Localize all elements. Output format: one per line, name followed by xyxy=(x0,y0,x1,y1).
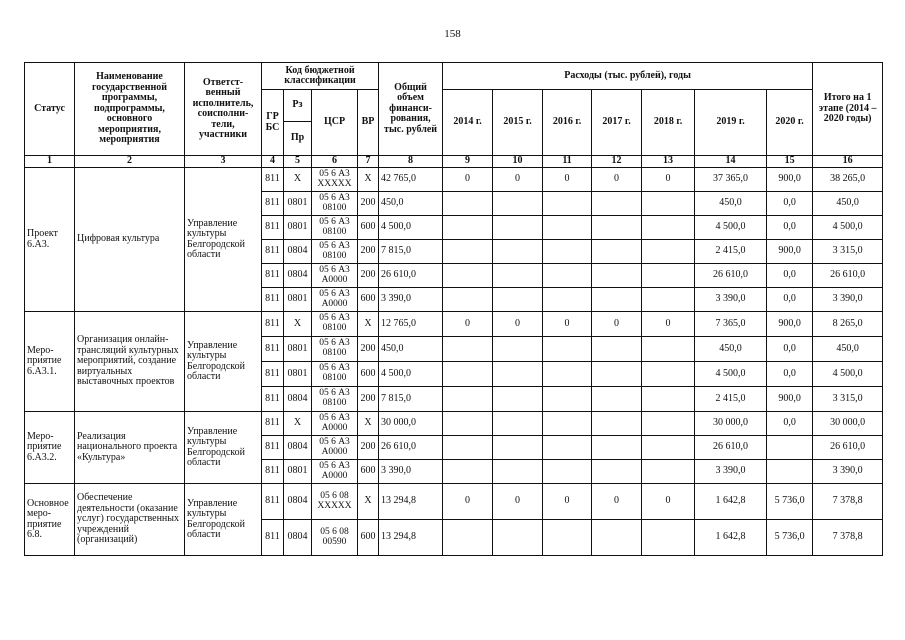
column-number: 7 xyxy=(358,156,379,168)
table-row xyxy=(25,312,883,337)
year-2017-cell xyxy=(592,192,642,216)
grbs-cell: 811 xyxy=(262,240,284,264)
year-2014-cell xyxy=(443,460,493,484)
executor-cell: Управление культуры Белгородской области xyxy=(185,312,262,412)
year-2018-cell xyxy=(642,216,695,240)
vr-cell: 600 xyxy=(358,362,379,387)
program-name-cell: Обеспечение деятельности (оказание услуг) государственных учреждений (организаций) xyxy=(75,484,185,556)
column-number: 15 xyxy=(767,156,813,168)
vr-cell: X xyxy=(358,412,379,436)
program-name-cell: Реализация национального проекта «Культура» xyxy=(75,412,185,484)
grbs-cell: 811 xyxy=(262,264,284,288)
column-number: 3 xyxy=(185,156,262,168)
header-budget-code: Код бюджетной классификации xyxy=(262,63,379,90)
executor-cell: Управление культуры Белгородской области xyxy=(185,412,262,484)
header-pr: Пр xyxy=(284,122,312,156)
year-2018-cell xyxy=(642,362,695,387)
year-2018-cell: 0 xyxy=(642,168,695,192)
year-2020-cell: 0,0 xyxy=(767,362,813,387)
year-2020-cell xyxy=(767,460,813,484)
year-2020-cell xyxy=(767,436,813,460)
table-body xyxy=(25,168,883,556)
itogo-cell: 3 390,0 xyxy=(813,460,883,484)
vr-cell: X xyxy=(358,312,379,337)
table-header xyxy=(25,63,883,168)
csr-cell: 05 6 А3 08100 xyxy=(312,192,358,216)
vr-cell: X xyxy=(358,168,379,192)
csr-cell: 05 6 А3 08100 xyxy=(312,240,358,264)
column-number: 9 xyxy=(443,156,493,168)
total-cell: 26 610,0 xyxy=(379,264,443,288)
header-year-2020: 2020 г. xyxy=(767,90,813,156)
year-2019-cell: 2 415,0 xyxy=(695,240,767,264)
year-2014-cell xyxy=(443,362,493,387)
grbs-cell: 811 xyxy=(262,436,284,460)
grbs-cell: 811 xyxy=(262,387,284,412)
header-year-2014: 2014 г. xyxy=(443,90,493,156)
column-number-row xyxy=(25,156,883,168)
year-2019-cell: 450,0 xyxy=(695,192,767,216)
grbs-cell: 811 xyxy=(262,312,284,337)
year-2019-cell: 2 415,0 xyxy=(695,387,767,412)
column-number: 14 xyxy=(695,156,767,168)
header-year-2018: 2018 г. xyxy=(642,90,695,156)
rz-pr-cell: 0801 xyxy=(284,362,312,387)
header-rz: Рз xyxy=(284,90,312,122)
year-2017-cell xyxy=(592,216,642,240)
year-2018-cell: 0 xyxy=(642,312,695,337)
csr-cell: 05 6 08 XXXXX xyxy=(312,484,358,520)
year-2020-cell: 0,0 xyxy=(767,288,813,312)
year-2019-cell: 7 365,0 xyxy=(695,312,767,337)
column-number: 11 xyxy=(543,156,592,168)
year-2018-cell xyxy=(642,288,695,312)
year-2017-cell xyxy=(592,412,642,436)
table-row xyxy=(25,412,883,436)
total-cell: 450,0 xyxy=(379,337,443,362)
year-2015-cell xyxy=(493,362,543,387)
year-2018-cell: 0 xyxy=(642,484,695,520)
status-cell: Проект 6.А3. xyxy=(25,168,75,312)
rz-pr-cell: 0804 xyxy=(284,436,312,460)
executor-cell: Управление культуры Белгородской области xyxy=(185,484,262,556)
grbs-cell: 811 xyxy=(262,520,284,556)
vr-cell: 200 xyxy=(358,387,379,412)
grbs-cell: 811 xyxy=(262,460,284,484)
year-2020-cell: 5 736,0 xyxy=(767,520,813,556)
rz-pr-cell: 0801 xyxy=(284,288,312,312)
grbs-cell: 811 xyxy=(262,484,284,520)
year-2015-cell: 0 xyxy=(493,168,543,192)
vr-cell: 200 xyxy=(358,337,379,362)
year-2018-cell xyxy=(642,412,695,436)
year-2017-cell xyxy=(592,460,642,484)
vr-cell: 200 xyxy=(358,192,379,216)
vr-cell: 600 xyxy=(358,520,379,556)
year-2020-cell: 0,0 xyxy=(767,192,813,216)
year-2014-cell xyxy=(443,240,493,264)
rz-pr-cell: 0804 xyxy=(284,484,312,520)
year-2014-cell xyxy=(443,436,493,460)
status-cell: Меро- приятие 6.А3.2. xyxy=(25,412,75,484)
itogo-cell: 4 500,0 xyxy=(813,362,883,387)
csr-cell: 05 6 А3 08100 xyxy=(312,337,358,362)
year-2017-cell xyxy=(592,288,642,312)
itogo-cell: 30 000,0 xyxy=(813,412,883,436)
year-2017-cell xyxy=(592,520,642,556)
rz-pr-cell: 0804 xyxy=(284,387,312,412)
budget-table xyxy=(24,62,883,556)
itogo-cell: 7 378,8 xyxy=(813,484,883,520)
year-2020-cell: 900,0 xyxy=(767,240,813,264)
year-2015-cell xyxy=(493,436,543,460)
column-number: 8 xyxy=(379,156,443,168)
column-number: 10 xyxy=(493,156,543,168)
year-2016-cell xyxy=(543,264,592,288)
header-expenses: Расходы (тыс. рублей), годы xyxy=(443,63,813,90)
total-cell: 12 765,0 xyxy=(379,312,443,337)
vr-cell: 200 xyxy=(358,436,379,460)
header-itogo: Итого на 1 этапе (2014 – 2020 годы) xyxy=(813,63,883,156)
year-2017-cell xyxy=(592,387,642,412)
year-2016-cell xyxy=(543,192,592,216)
header-year-2015: 2015 г. xyxy=(493,90,543,156)
year-2020-cell: 900,0 xyxy=(767,387,813,412)
year-2020-cell: 0,0 xyxy=(767,412,813,436)
year-2015-cell: 0 xyxy=(493,484,543,520)
year-2016-cell xyxy=(543,240,592,264)
year-2015-cell xyxy=(493,288,543,312)
year-2019-cell: 37 365,0 xyxy=(695,168,767,192)
year-2014-cell xyxy=(443,412,493,436)
header-year-2017: 2017 г. xyxy=(592,90,642,156)
csr-cell: 05 6 А3 XXXXX xyxy=(312,168,358,192)
grbs-cell: 811 xyxy=(262,362,284,387)
total-cell: 4 500,0 xyxy=(379,216,443,240)
year-2015-cell xyxy=(493,460,543,484)
year-2015-cell xyxy=(493,387,543,412)
year-2019-cell: 1 642,8 xyxy=(695,484,767,520)
csr-cell: 05 6 А3 А0000 xyxy=(312,288,358,312)
header-grbs: ГР БС xyxy=(262,90,284,156)
year-2014-cell: 0 xyxy=(443,484,493,520)
csr-cell: 05 6 А3 А0000 xyxy=(312,412,358,436)
total-cell: 4 500,0 xyxy=(379,362,443,387)
executor-cell: Управление культуры Белгородской области xyxy=(185,168,262,312)
year-2015-cell xyxy=(493,264,543,288)
itogo-cell: 26 610,0 xyxy=(813,264,883,288)
year-2020-cell: 900,0 xyxy=(767,168,813,192)
csr-cell: 05 6 А3 08100 xyxy=(312,362,358,387)
grbs-cell: 811 xyxy=(262,412,284,436)
year-2019-cell: 3 390,0 xyxy=(695,460,767,484)
year-2014-cell xyxy=(443,520,493,556)
year-2017-cell: 0 xyxy=(592,168,642,192)
year-2015-cell xyxy=(493,192,543,216)
itogo-cell: 3 315,0 xyxy=(813,387,883,412)
year-2016-cell: 0 xyxy=(543,168,592,192)
grbs-cell: 811 xyxy=(262,192,284,216)
total-cell: 42 765,0 xyxy=(379,168,443,192)
year-2016-cell xyxy=(543,412,592,436)
column-number: 5 xyxy=(284,156,312,168)
rz-pr-cell: 0804 xyxy=(284,520,312,556)
column-number: 1 xyxy=(25,156,75,168)
year-2019-cell: 4 500,0 xyxy=(695,362,767,387)
year-2014-cell: 0 xyxy=(443,312,493,337)
program-name-cell: Организация онлайн- трансляций культурных мероприятий, создание виртуальных выставочных проектов xyxy=(75,312,185,412)
status-cell: Основное меро- приятие 6.8. xyxy=(25,484,75,556)
year-2019-cell: 3 390,0 xyxy=(695,288,767,312)
table-row xyxy=(25,168,883,192)
year-2020-cell: 0,0 xyxy=(767,337,813,362)
year-2017-cell: 0 xyxy=(592,312,642,337)
vr-cell: X xyxy=(358,484,379,520)
year-2019-cell: 4 500,0 xyxy=(695,216,767,240)
header-year-2019: 2019 г. xyxy=(695,90,767,156)
csr-cell: 05 6 А3 08100 xyxy=(312,312,358,337)
year-2016-cell xyxy=(543,288,592,312)
year-2019-cell: 1 642,8 xyxy=(695,520,767,556)
total-cell: 13 294,8 xyxy=(379,520,443,556)
year-2018-cell xyxy=(642,387,695,412)
year-2014-cell xyxy=(443,264,493,288)
table-row xyxy=(25,484,883,520)
year-2015-cell xyxy=(493,412,543,436)
vr-cell: 600 xyxy=(358,288,379,312)
rz-pr-cell: 0801 xyxy=(284,337,312,362)
header-status: Статус xyxy=(25,63,75,156)
vr-cell: 600 xyxy=(358,216,379,240)
year-2016-cell xyxy=(543,436,592,460)
csr-cell: 05 6 А3 08100 xyxy=(312,216,358,240)
year-2017-cell xyxy=(592,436,642,460)
year-2019-cell: 26 610,0 xyxy=(695,264,767,288)
total-cell: 13 294,8 xyxy=(379,484,443,520)
csr-cell: 05 6 08 00590 xyxy=(312,520,358,556)
itogo-cell: 8 265,0 xyxy=(813,312,883,337)
year-2014-cell xyxy=(443,288,493,312)
year-2020-cell: 0,0 xyxy=(767,216,813,240)
year-2016-cell xyxy=(543,520,592,556)
grbs-cell: 811 xyxy=(262,168,284,192)
year-2020-cell: 0,0 xyxy=(767,264,813,288)
page-number: 158 xyxy=(444,28,461,40)
itogo-cell: 26 610,0 xyxy=(813,436,883,460)
year-2016-cell: 0 xyxy=(543,312,592,337)
year-2016-cell xyxy=(543,460,592,484)
vr-cell: 200 xyxy=(358,264,379,288)
itogo-cell: 3 315,0 xyxy=(813,240,883,264)
year-2016-cell xyxy=(543,362,592,387)
year-2015-cell xyxy=(493,520,543,556)
year-2018-cell xyxy=(642,264,695,288)
year-2018-cell xyxy=(642,192,695,216)
header-year-2016: 2016 г. xyxy=(543,90,592,156)
year-2015-cell xyxy=(493,240,543,264)
rz-pr-cell: 0801 xyxy=(284,460,312,484)
year-2016-cell xyxy=(543,387,592,412)
total-cell: 26 610,0 xyxy=(379,436,443,460)
column-number: 4 xyxy=(262,156,284,168)
year-2020-cell: 5 736,0 xyxy=(767,484,813,520)
rz-pr-cell: X xyxy=(284,412,312,436)
status-cell: Меро- приятие 6.А3.1. xyxy=(25,312,75,412)
grbs-cell: 811 xyxy=(262,337,284,362)
rz-pr-cell: 0804 xyxy=(284,240,312,264)
year-2017-cell xyxy=(592,264,642,288)
year-2014-cell xyxy=(443,192,493,216)
total-cell: 450,0 xyxy=(379,192,443,216)
total-cell: 3 390,0 xyxy=(379,460,443,484)
year-2018-cell xyxy=(642,240,695,264)
rz-pr-cell: X xyxy=(284,168,312,192)
year-2020-cell: 900,0 xyxy=(767,312,813,337)
column-number: 13 xyxy=(642,156,695,168)
year-2016-cell xyxy=(543,216,592,240)
total-cell: 7 815,0 xyxy=(379,387,443,412)
header-vr: ВР xyxy=(358,90,379,156)
year-2018-cell xyxy=(642,520,695,556)
total-cell: 3 390,0 xyxy=(379,288,443,312)
year-2014-cell: 0 xyxy=(443,168,493,192)
header-executor: Ответст- венный исполнитель, соисполни- тели, участники xyxy=(185,63,262,156)
header-csr: ЦСР xyxy=(312,90,358,156)
year-2017-cell xyxy=(592,362,642,387)
year-2019-cell: 26 610,0 xyxy=(695,436,767,460)
year-2015-cell: 0 xyxy=(493,312,543,337)
year-2015-cell xyxy=(493,216,543,240)
csr-cell: 05 6 А3 А0000 xyxy=(312,460,358,484)
column-number: 12 xyxy=(592,156,642,168)
year-2016-cell xyxy=(543,337,592,362)
vr-cell: 200 xyxy=(358,240,379,264)
year-2017-cell: 0 xyxy=(592,484,642,520)
itogo-cell: 4 500,0 xyxy=(813,216,883,240)
column-number: 2 xyxy=(75,156,185,168)
year-2018-cell xyxy=(642,337,695,362)
itogo-cell: 3 390,0 xyxy=(813,288,883,312)
csr-cell: 05 6 А3 А0000 xyxy=(312,436,358,460)
rz-pr-cell: 0804 xyxy=(284,264,312,288)
year-2018-cell xyxy=(642,436,695,460)
itogo-cell: 450,0 xyxy=(813,337,883,362)
vr-cell: 600 xyxy=(358,460,379,484)
rz-pr-cell: 0801 xyxy=(284,216,312,240)
itogo-cell: 7 378,8 xyxy=(813,520,883,556)
year-2014-cell xyxy=(443,216,493,240)
column-number: 16 xyxy=(813,156,883,168)
year-2017-cell xyxy=(592,240,642,264)
year-2015-cell xyxy=(493,337,543,362)
year-2019-cell: 30 000,0 xyxy=(695,412,767,436)
total-cell: 7 815,0 xyxy=(379,240,443,264)
total-cell: 30 000,0 xyxy=(379,412,443,436)
column-number: 6 xyxy=(312,156,358,168)
year-2018-cell xyxy=(642,460,695,484)
year-2019-cell: 450,0 xyxy=(695,337,767,362)
grbs-cell: 811 xyxy=(262,216,284,240)
year-2016-cell: 0 xyxy=(543,484,592,520)
grbs-cell: 811 xyxy=(262,288,284,312)
itogo-cell: 38 265,0 xyxy=(813,168,883,192)
program-name-cell: Цифровая культура xyxy=(75,168,185,312)
rz-pr-cell: 0801 xyxy=(284,192,312,216)
csr-cell: 05 6 А3 А0000 xyxy=(312,264,358,288)
rz-pr-cell: X xyxy=(284,312,312,337)
itogo-cell: 450,0 xyxy=(813,192,883,216)
csr-cell: 05 6 А3 08100 xyxy=(312,387,358,412)
year-2017-cell xyxy=(592,337,642,362)
header-name: Наименование государственной программы, подпрограммы, основного мероприятия, мероприятия xyxy=(75,63,185,156)
year-2014-cell xyxy=(443,387,493,412)
year-2014-cell xyxy=(443,337,493,362)
header-total-volume: Общий объем финанси- рования, тыс. рублей xyxy=(379,63,443,156)
